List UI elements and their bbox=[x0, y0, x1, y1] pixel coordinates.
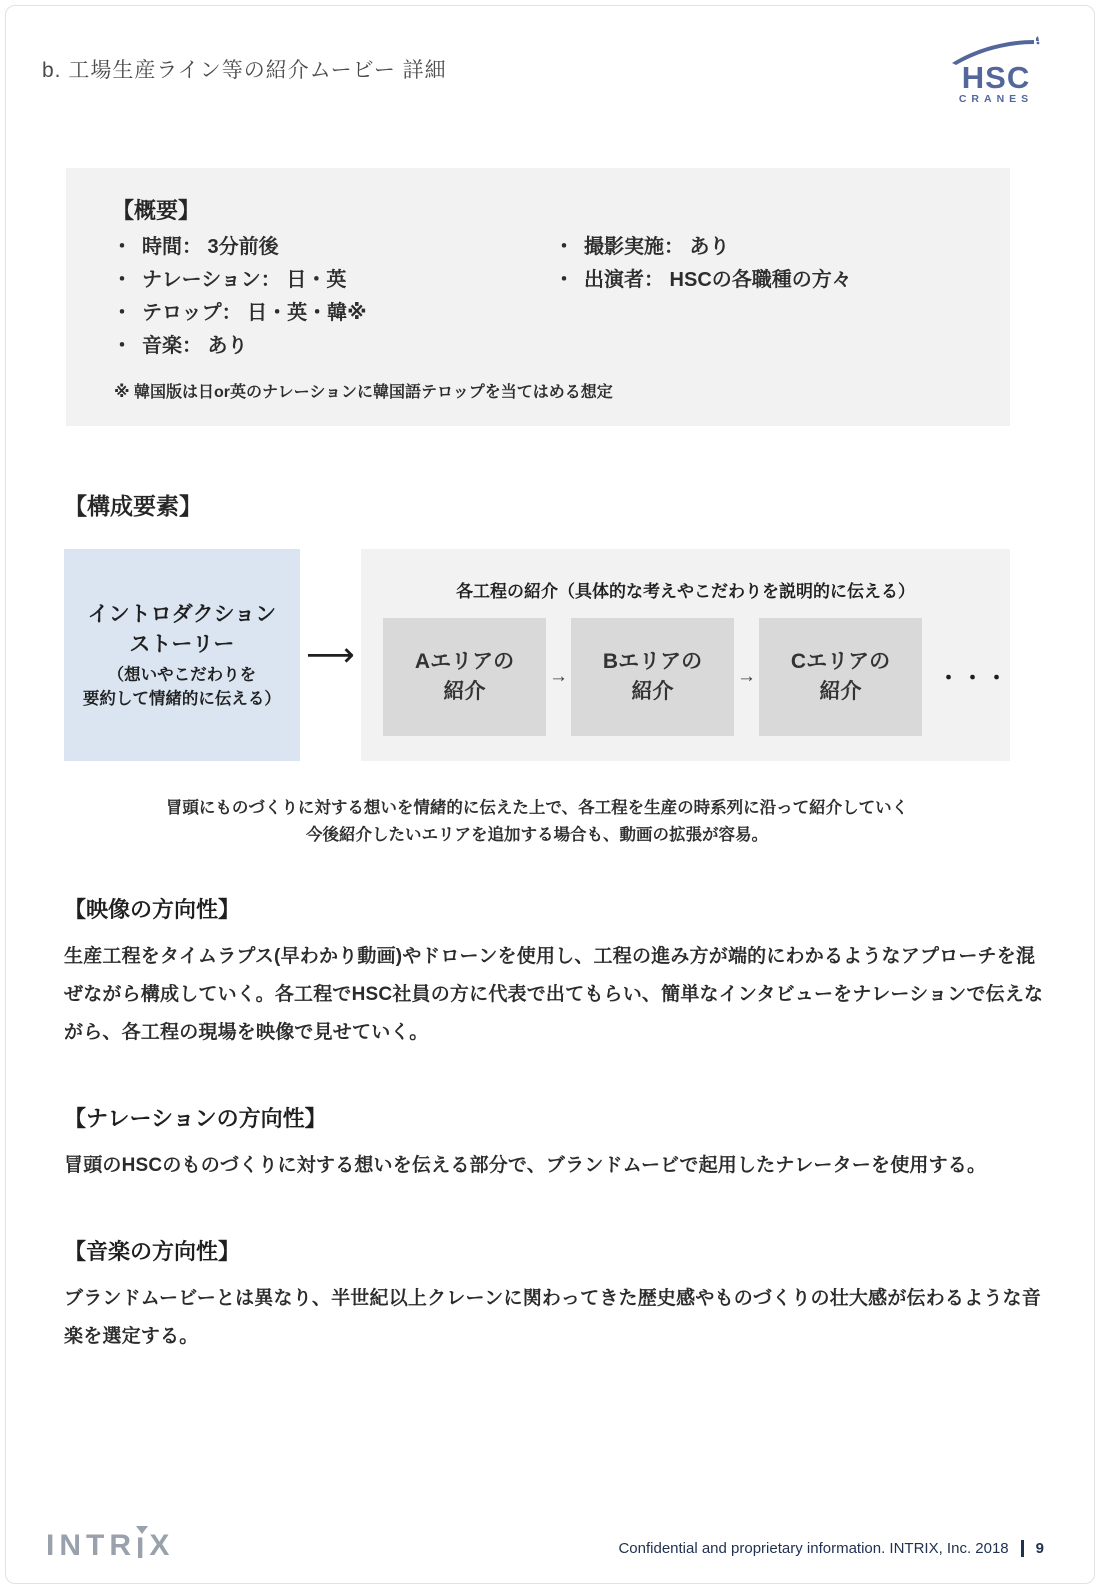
intro-box-title-line2: ストーリー bbox=[129, 632, 235, 656]
intro-box-title-line1: イントロダクション bbox=[87, 602, 277, 626]
hsc-logo-text: HSC bbox=[961, 60, 1031, 95]
page-number: 9 bbox=[1035, 1540, 1044, 1557]
process-box-a-line2: 紹介 bbox=[443, 680, 486, 703]
hsc-cranes-logo bbox=[948, 36, 1044, 105]
list-item bbox=[112, 330, 554, 363]
right-arrow-icon: → bbox=[737, 666, 756, 687]
composition-diagram bbox=[64, 549, 1010, 761]
list-item bbox=[554, 231, 980, 264]
page-title: b. 工場生産ライン等の紹介ムービー 詳細 bbox=[42, 59, 447, 82]
section-body: 冒頭のHSCのものづくりに対する想いを伝える部分で、ブランドムービで起用したナレーターを使用する。 bbox=[64, 1155, 987, 1176]
overview-list-left bbox=[112, 231, 554, 363]
caption-line1: 冒頭にものづくりに対する想いを情緒的に伝えた上で、各工程を生産の時系列に沿って紹介していく bbox=[165, 799, 909, 817]
list-item bbox=[554, 264, 980, 297]
bullet-icon: ・ bbox=[112, 269, 132, 291]
confidential-text: Confidential and proprietary information. INTRIX, Inc. 2018 bbox=[618, 1540, 1009, 1557]
section-video-direction bbox=[64, 893, 1044, 1052]
intrix-logo-part1: INTR bbox=[46, 1529, 136, 1562]
process-box-b-line2: 紹介 bbox=[631, 680, 674, 703]
overview-item-cast: 出演者： HSCの各職種の方々 bbox=[584, 269, 852, 291]
overview-item-time: 時間： 3分前後 bbox=[142, 236, 279, 258]
overview-columns bbox=[112, 231, 980, 363]
divider bbox=[1021, 1540, 1024, 1557]
overview-heading: 【概要】 bbox=[112, 198, 201, 223]
overview-item-narration: ナレーション： 日・英 bbox=[142, 269, 347, 291]
intrix-logo-part3: X bbox=[149, 1529, 175, 1562]
footer-right bbox=[618, 1540, 1044, 1561]
intrix-logo-part2: I bbox=[136, 1532, 150, 1565]
intro-box-title bbox=[64, 600, 300, 660]
intro-box-sub-line2: 要約して情緒的に伝える） bbox=[82, 689, 281, 708]
list-item bbox=[112, 297, 554, 330]
overview-item-shooting: 撮影実施： あり bbox=[584, 236, 730, 258]
section-heading: 【映像の方向性】 bbox=[64, 897, 241, 922]
intro-box-sub-line1: （想いやこだわりを bbox=[107, 665, 257, 684]
intro-box-subtitle bbox=[64, 663, 300, 711]
ellipsis-dots: ・・・ bbox=[938, 667, 1010, 690]
section-body: 生産工程をタイムラプス(早わかり動画)やドローンを使用し、工程の進み方が端的にわかるようなアプローチを混ぜながら構成していく。各工程でHSC社員の方に代表で出てもらい、簡単なインタビューをナレーションで伝えながら、各工程の現場を映像で見せていく。 bbox=[64, 946, 1044, 1043]
composition-heading: 【構成要素】 bbox=[64, 493, 202, 519]
diagram-caption bbox=[64, 795, 1010, 849]
bullet-icon: ・ bbox=[554, 269, 574, 291]
section-body: ブランドムービーとは異なり、半世紀以上クレーンに関わってきた歴史感やものづくりの壮大感が伝わるような音楽を選定する。 bbox=[64, 1288, 1041, 1347]
bullet-icon: ・ bbox=[112, 236, 132, 258]
overview-footnote: ※ 韓国版は日or英のナレーションに韓国語テロップを当てはめる想定 bbox=[114, 384, 613, 401]
overview-item-music: 音楽： あり bbox=[142, 335, 248, 357]
process-panel bbox=[361, 549, 1010, 761]
process-box-area-c bbox=[759, 618, 922, 736]
list-item bbox=[112, 231, 554, 264]
process-box-a-line1: Aエリアの bbox=[414, 650, 515, 673]
bullet-icon: ・ bbox=[112, 302, 132, 324]
process-box-b-line1: Bエリアの bbox=[602, 650, 703, 673]
caption-line2: 今後紹介したいエリアを追加する場合も、動画の拡張が容易。 bbox=[306, 826, 768, 844]
right-arrow-icon: → bbox=[549, 666, 568, 687]
process-box-c-line1: Cエリアの bbox=[790, 650, 891, 673]
overview-box bbox=[66, 168, 1010, 426]
list-item bbox=[112, 264, 554, 297]
process-row bbox=[361, 618, 1010, 736]
process-box-area-a bbox=[383, 618, 546, 736]
section-narration-direction bbox=[64, 1102, 1044, 1185]
intrix-logo bbox=[46, 1529, 175, 1565]
section-heading: 【音楽の方向性】 bbox=[64, 1239, 241, 1264]
intrix-logo-triangle-i bbox=[136, 1531, 150, 1565]
section-music-direction bbox=[64, 1235, 1044, 1356]
page-header bbox=[0, 0, 1100, 118]
overview-item-telop: テロップ： 日・英・韓※ bbox=[142, 302, 367, 324]
overview-list-right bbox=[554, 231, 980, 363]
intro-story-box bbox=[64, 549, 300, 761]
page-footer bbox=[46, 1529, 1044, 1565]
bullet-icon: ・ bbox=[554, 236, 574, 258]
process-box-area-b bbox=[571, 618, 734, 736]
process-panel-header: 各工程の紹介（具体的な考えやこだわりを説明的に伝える） bbox=[456, 582, 915, 601]
section-heading: 【ナレーションの方向性】 bbox=[64, 1106, 327, 1131]
right-arrow-icon: ⟶ bbox=[306, 636, 355, 674]
bullet-icon: ・ bbox=[112, 335, 132, 357]
hsc-logo-subtext: CRANES bbox=[958, 93, 1034, 105]
process-box-c-line2: 紹介 bbox=[819, 680, 862, 703]
